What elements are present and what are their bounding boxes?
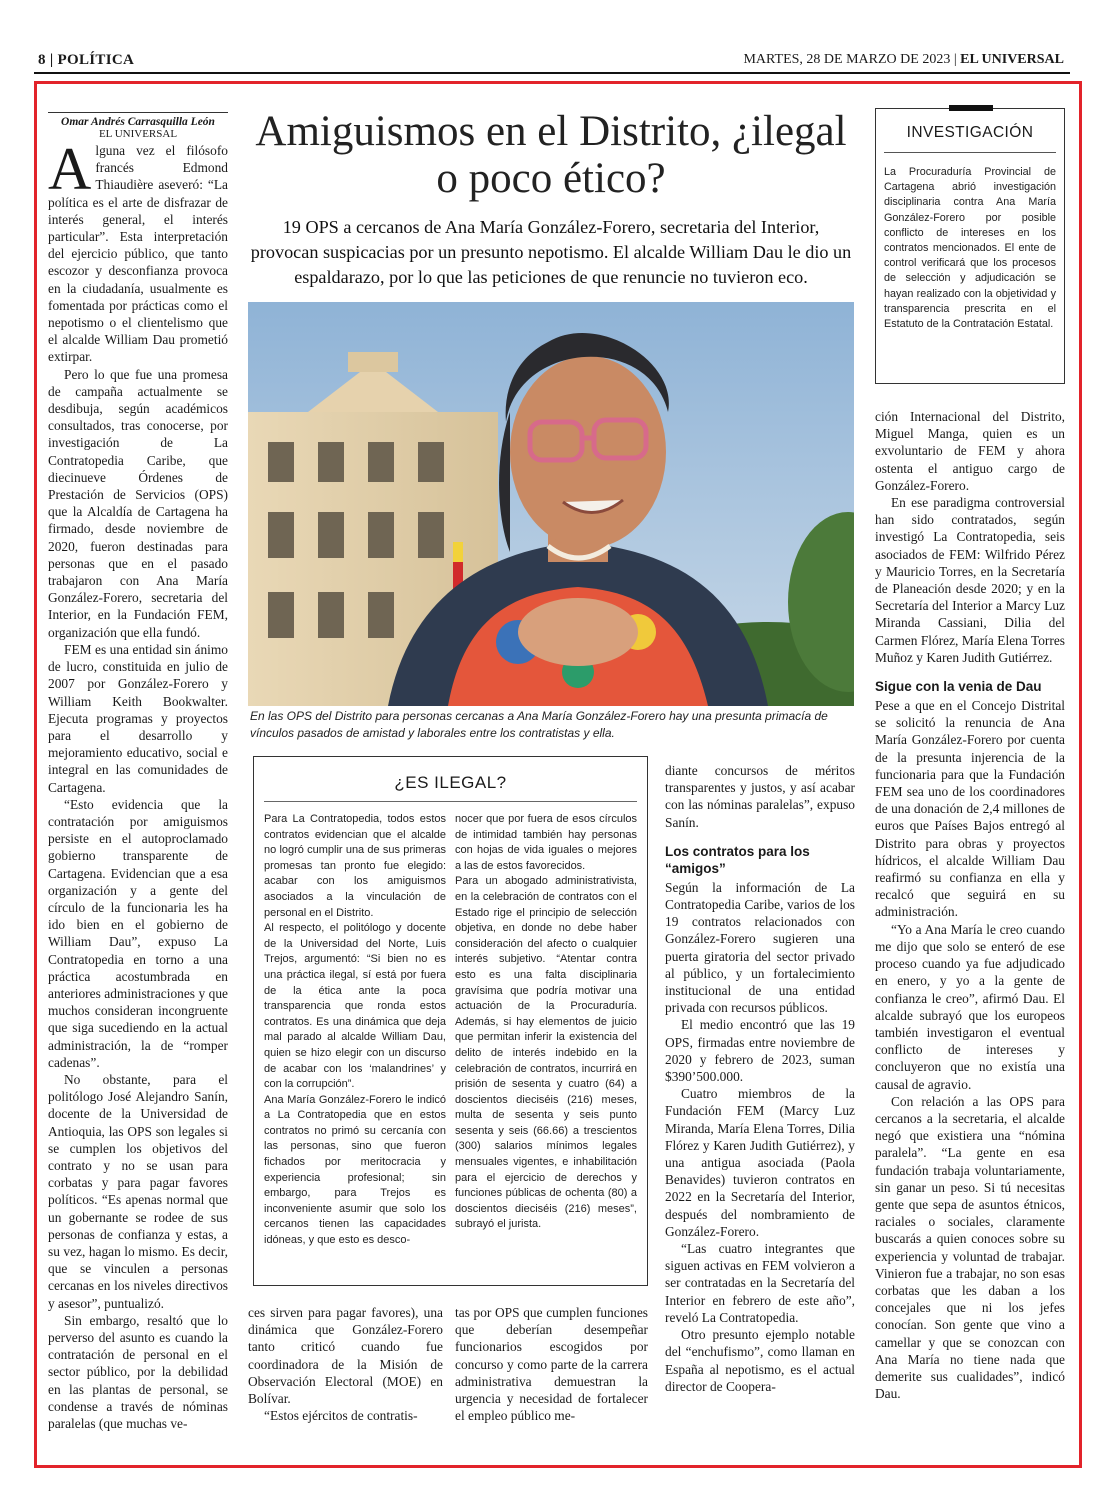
paragraph — [875, 408, 1065, 494]
paragraph — [875, 494, 1065, 666]
article-column-1 — [48, 142, 228, 1452]
paragraph-text: Según la información de La Contratopedia Caribe, varios de los 19 contratos relacionados con González-Forero sugieren una puerta giratoria del sector privado al público, y un fortalecimiento institucional de una entidad privada con recursos públicos. — [665, 879, 855, 1016]
paragraph-text: lguna vez el filósofo francés Edmond Thiaudière aseveró: “La política es el arte de disfrazar de interés general, el interés particular”. Esta interpretación del ejercicio público, que tanto escozor y desconfianza provoca en la ciudadanía, usualmente es fomentada por prácticas como el nepotismo o el clientelismo que el alcalde William Dau prometió extirpar. — [48, 143, 228, 365]
paragraph — [665, 762, 855, 831]
paragraph — [665, 1016, 855, 1085]
box-paragraph: Para La Contratopedia, todos estos contratos evidencian que el alcalde no logró cumplir una de sus primeras promesas tan pronto fue elegido: acabar con los amiguismos asociados a la vinculación de personal en el Distrito. — [264, 813, 446, 919]
paragraph — [665, 1326, 855, 1395]
author-name: Omar Andrés Carrasquilla León — [61, 116, 215, 128]
paragraph-text: tas por OPS que cumplen funciones que deberían desempeñar funcionarios escogidos por concurso y como parte de la carrera administrativa demuestran la urgencia y necesidad de fortalecer el empleo público me- — [455, 1305, 648, 1424]
paragraph-text: Sin embargo, resaltó que lo perverso del asunto es cuando la contratación de personal en el sector público, por la debilidad en las plantas de personal, se condense a través de nóminas paralelas (que muchas ve- — [48, 1312, 228, 1432]
paragraph — [48, 796, 228, 1071]
box-title-rule — [884, 152, 1056, 153]
article-column-5 — [875, 408, 1065, 1454]
article-photo — [248, 302, 854, 706]
paragraph — [665, 1085, 855, 1240]
photo-caption: En las OPS del Distrito para personas cercanas a Ana María González-Forero hay una presunta primacía de vínculos pasados de amistad y laborales entre los contratistas y ella. — [250, 709, 828, 740]
section-name: POLÍTICA — [57, 52, 135, 68]
page-dateline: MARTES, 28 DE MARZO DE 2023 | EL UNIVERSAL — [743, 52, 1064, 67]
article-column-2 — [248, 1304, 443, 1454]
paragraph-text: Con relación a las OPS para cercanos a la secretaria, el alcalde negó que existiera una “nómina paralela”. “La gente en esa fundación trabaja voluntariamente, sin ganar un peso. Si tú necesitas gente que sepa de asuntos étnicos, raciales o sociales, claramente buscarás a quien conoces sobre su experiencia y voluntad de trabajar. Vinieron fue a trabajar, no son esas corbatas que les daban a los concejales que ni los jefes conocían. Son gente que vino a camellar y que se conozcan con Ana María no tiene nada que demerite sus cualidades”, indicó Dau. — [875, 1093, 1065, 1402]
paragraph — [875, 697, 1065, 921]
paragraph-text: No obstante, para el politólogo José Alejandro Sanín, docente de la Universidad de Antioquia, las OPS son legales si se cumplen los objetivos del contrato y no se usan para corbatas y para pagar favores políticos. “Es apenas normal que un gobernante se rodee de sus personas de confianza y estas, a su vez, hagan lo mismo. Es decir, que se vinculen a personas cercanas en los niveles directivos y asesor”, puntualizó. — [48, 1071, 228, 1311]
box-accent-bar — [949, 105, 993, 111]
paragraph-text: “Estos ejércitos de contratis- — [264, 1408, 418, 1424]
paragraph — [875, 921, 1065, 1093]
paragraph — [48, 1312, 228, 1432]
header-rule — [34, 72, 1070, 74]
paragraph — [48, 641, 228, 796]
byline — [48, 112, 228, 140]
paragraph-text: El medio encontró que las 19 OPS, firmadas entre noviembre de 2020 y febrero de 2023, suman $390’500.000. — [665, 1017, 855, 1085]
column-subhead: Sigue con la venia de Dau — [875, 679, 1042, 695]
paragraph-text: Cuatro miembros de la Fundación FEM (Marcy Luz Miranda, María Elena Torres, Dilia Flórez y Karen Judith Gutiérrez), y una antigua asociada (Paola Benavides) tuvieron contratos en 2022 en la Secretaría del Interior, después del nombramiento de González-Forero. — [665, 1086, 855, 1239]
article-dek: 19 OPS a cercanos de Ana María González-Forero, secretaria del Interior, provocan suspicacias por un presunto nepotismo. El alcalde William Dau le dio un espaldarazo, por lo que las peticiones de que renuncie no tuvieron eco. — [250, 217, 852, 287]
paragraph — [48, 366, 228, 641]
issue-date: MARTES, 28 DE MARZO DE 2023 — [743, 52, 951, 67]
paragraph-text: “Yo a Ana María le creo cuando me dijo que solo se enteró de ese proceso cuando ya fue adjudicado en enero, y yo a la gente de confianza le creo”, afirmó Dau. El alcalde subrayó que los europeos también investigaron el eventual conflicto de intereses y concluyeron que no existía una causal de agravio. — [875, 921, 1065, 1092]
paragraph — [248, 1304, 443, 1407]
box-title: INVESTIGACIÓN — [906, 124, 1034, 141]
paragraph-text: Pese a que en el Concejo Distrital se solicitó la renuncia de Ana María González-Forero por cuenta de la presunta injerencia de la funcionaria para que la Fundación FEM sea uno de los coordinadores de una donación de 2,4 millones de euros que Países Bajos entregó al Distrito para obras y proyectos hídricos, el alcalde William Dau reafirmó su confianza en ella y recalcó que seguirá en su administración. — [875, 698, 1065, 920]
paragraph — [48, 1071, 228, 1312]
box-paragraph: nocer que por fuera de esos círculos de intimidad también hay personas con hojas de vida iguales o mejores a las de estos favorecidos. — [455, 813, 637, 872]
page-number: 8 — [38, 52, 46, 68]
paragraph-text: En ese paradigma controversial han sido contratados, según investigó La Contratopedia, seis asociados de FEM: Wilfrido Pérez y Mauricio Torres, en la Secretaría de Planeación desde 2020; y en la Secretaría del Interior a Marcy Luz Miranda Cassiani, Dilia del Carmen Flórez, María Elena Torres Muñoz y Karen Judith Gutiérrez. — [875, 495, 1065, 665]
paragraph-text: ción Internacional del Distrito, Miguel Manga, quien es un exvoluntario de FEM y ahora ostenta el antiguo cargo de González-Forero. — [875, 409, 1065, 493]
paragraph-text: “Las cuatro integrantes que siguen activas en FEM volvieron a ser contratadas en la Secretaría del Interior en febrero de este año”, reveló La Contratopedia. — [665, 1241, 855, 1325]
paragraph — [875, 1093, 1065, 1403]
paragraph-text: “Esto evidencia que la contratación por amiguismos persiste en el autoproclamado gobierno transparente de Cartagena. Evidencian que a esa organización y a gente del círculo de la funcionaria les ha ido bien en el gobierno de William Dau”, expuso La Contratopedia en torno a una práctica acostumbrada en anteriores administraciones y que muchos consideran incongruente que siga sucediendo en la actual administración, la de “romper cadenas”. — [48, 796, 228, 1070]
article-headline: Amiguismos en el Distrito, ¿ilegal o poco ético? — [255, 108, 847, 202]
drop-cap: A — [48, 142, 92, 202]
paragraph-text: Otro presunto ejemplo notable del “enchufismo”, como llaman en España al nepotismo, es el actual director de Coopera- — [665, 1327, 855, 1394]
paragraph-text: FEM es una entidad sin ánimo de lucro, constituida en julio de 2007 por González-Forero y William Keith Bookwalter. Ejecuta programas y proyectos para el desarrollo y mejoramiento educativo, social e integral en las comunidades de Cartagena. — [48, 641, 228, 795]
paragraph — [48, 142, 228, 366]
box-paragraph: Para un abogado administrativista, en la celebración de contratos con el Estado rige el principio de selección objetiva, en donde no debe haber consideración del afecto o cualquier interés subjetivo. “Atentar contra esto es una falta disciplinaria gravísima que podría motivar una actuación de la Procuraduría. Además, si hay elementos de juicio que permitan inferir la existencia del delito de interés indebido en la celebración de contratos, incurrirá en prisión de sesenta y cuatro (64) a doscientos dieciséis (216) meses, multa de sesenta y seis punto sesenta y seis (66.66) a trescientos (300) salarios mínimos legales mensuales vigentes, e inhabilitación para el ejercicio de derechos y funciones públicas de ochenta (80) a doscientos dieciséis (216) meses”, subrayó el jurista. — [455, 875, 637, 1231]
sidebar-box-es-ilegal — [253, 756, 648, 1286]
box-text: La Procuraduría Provincial de Cartagena abrió investigación disciplinaria contra Ana María González-Forero por posible conflicto de intereses en los contratos mencionados. El ente de control verificará que los procesos de selección y adjudicación se hayan realizado con la objetividad y transparencia prescrita en el Estatuto de la Contratación Estatal. — [884, 166, 1056, 331]
paragraph — [248, 1407, 443, 1424]
box-title-rule — [264, 801, 637, 802]
paragraph-text: diante concursos de méritos transparentes y justos, y así acabar con las nóminas paralelas”, expuso Sanín. — [665, 763, 855, 830]
sidebar-box-investigacion — [875, 108, 1065, 384]
paragraph — [665, 1240, 855, 1326]
paragraph-text: Pero lo que fue una promesa de campaña actualmente se desdibuja, según académicos consultados, tras conocerse, por investigación de La Contratopedia Caribe, que diecinueve Órdenes de Prestación de Servicios (OPS) que la Alcaldía de Cartagena ha firmado, desde noviembre de 2020, fueron destinadas para personas que en el pasado trabajaron con Ana María González-Forero, secretaria del Interior, en la Fundación FEM, organización que ella fundó. — [48, 366, 228, 640]
publication-name: EL UNIVERSAL — [960, 52, 1064, 67]
article-column-3 — [455, 1304, 648, 1454]
box-paragraph: Ana María González-Forero le indicó a La Contratopedia que en estos contratos no primó su cercanía con las personas, sino que fueron fichados por meritocracia y experiencia profesional; sin embargo, para Trejos es inconveniente asumir que solo los cercanos tienen las capacidades idóneas, y que esto es desco- — [264, 1093, 446, 1247]
paragraph — [455, 1304, 648, 1424]
box-title: ¿ES ILEGAL? — [394, 773, 507, 792]
column-subhead: Los contratos para los “amigos” — [665, 843, 810, 876]
box-paragraph: Al respecto, el politólogo y docente de la Universidad del Norte, Luis Trejos, argumentó: “Si bien no es una práctica ilegal, sí está por fuera de la ética ante la poca transparencia que ronda estos contratos. Es una dinámica que deja mal parado al alcalde William Dau, quien se hizo elegir con un discurso de acabar con los ‘malandrines’ y con la corrupción”. — [264, 922, 446, 1091]
article-column-4 — [665, 762, 855, 1454]
author-outlet: EL UNIVERSAL — [98, 128, 178, 140]
paragraph-text: ces sirven para pagar favores), una dinámica que González-Forero tanto criticó cuando fue coordinadora de la Misión de Observación Electoral (MOE) en Bolívar. — [248, 1305, 443, 1407]
page-section-label: 8 | POLÍTICA — [38, 52, 135, 68]
paragraph — [665, 879, 855, 1017]
photo-illustration — [248, 302, 854, 706]
box-column-right — [455, 812, 637, 1233]
box-column-left — [264, 812, 446, 1249]
